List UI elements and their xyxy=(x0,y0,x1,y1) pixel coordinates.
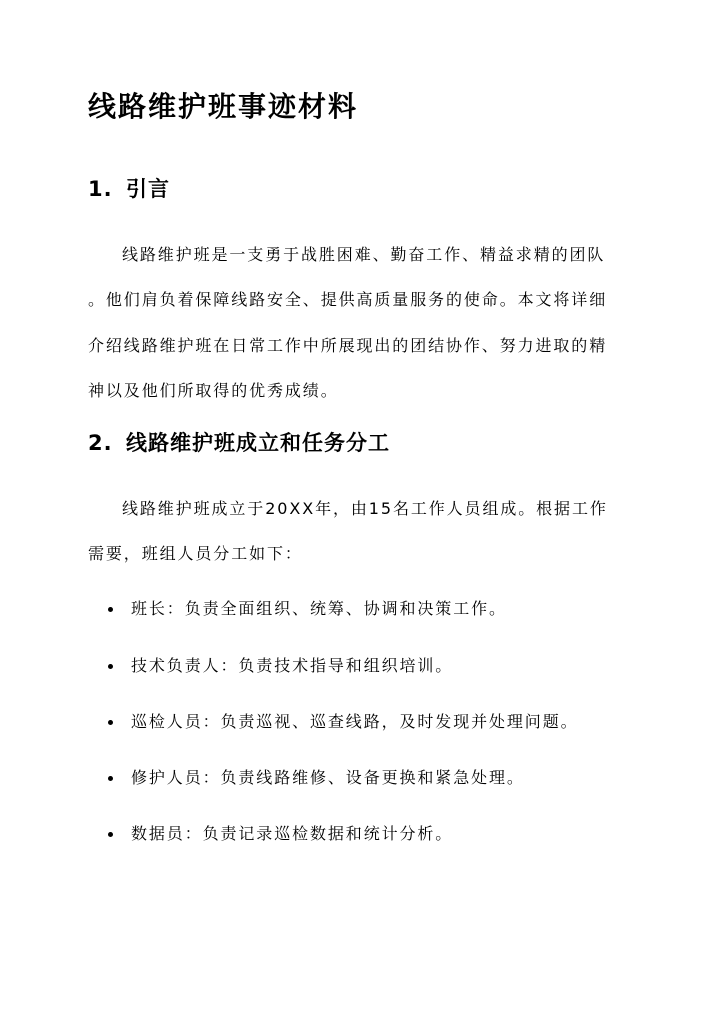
section-number: 1. xyxy=(88,177,113,201)
paragraph-line: 线路维护班成立于20XX年，由15名工作人员组成。根据工作 xyxy=(122,499,608,518)
list-item: 巡检人员：负责巡视、巡查线路，及时发现并处理问题。 xyxy=(108,710,579,734)
list-item: 修护人员：负责线路维修、设备更换和紧急处理。 xyxy=(108,766,525,790)
section-title: 引言 xyxy=(126,177,170,201)
paragraph-line: 线路维护班是一支勇于战胜困难、勤奋工作、精益求精的团队 xyxy=(122,245,606,264)
list-item: 班长：负责全面组织、统筹、协调和决策工作。 xyxy=(108,597,507,621)
paragraph-line: 神以及他们所取得的优秀成绩。 xyxy=(88,380,339,400)
section-heading-introduction xyxy=(88,173,170,205)
document-title: 线路维护班事迹材料 xyxy=(88,90,359,123)
bullet-icon xyxy=(108,664,113,669)
bullet-icon xyxy=(108,832,113,837)
list-item: 数据员：负责记录巡检数据和统计分析。 xyxy=(108,822,453,846)
bullet-icon xyxy=(108,607,113,612)
paragraph-line: 。他们肩负着保障线路安全、提供高质量服务的使命。本文将详细 xyxy=(88,290,608,310)
list-item: 技术负责人：负责技术指导和组织培训。 xyxy=(108,654,453,678)
team-setup-paragraph xyxy=(88,486,648,577)
paragraph-line: 介绍线路维护班在日常工作中所展现出的团结协作、努力进取的精 xyxy=(88,335,608,355)
section-title: 线路维护班成立和任务分工 xyxy=(126,431,390,455)
introduction-paragraph xyxy=(88,232,648,413)
section-heading-team-setup xyxy=(88,427,390,459)
section-number: 2. xyxy=(88,431,113,455)
bullet-icon xyxy=(108,720,113,725)
bullet-icon xyxy=(108,776,113,781)
paragraph-line: 需要，班组人员分工如下： xyxy=(88,544,303,564)
